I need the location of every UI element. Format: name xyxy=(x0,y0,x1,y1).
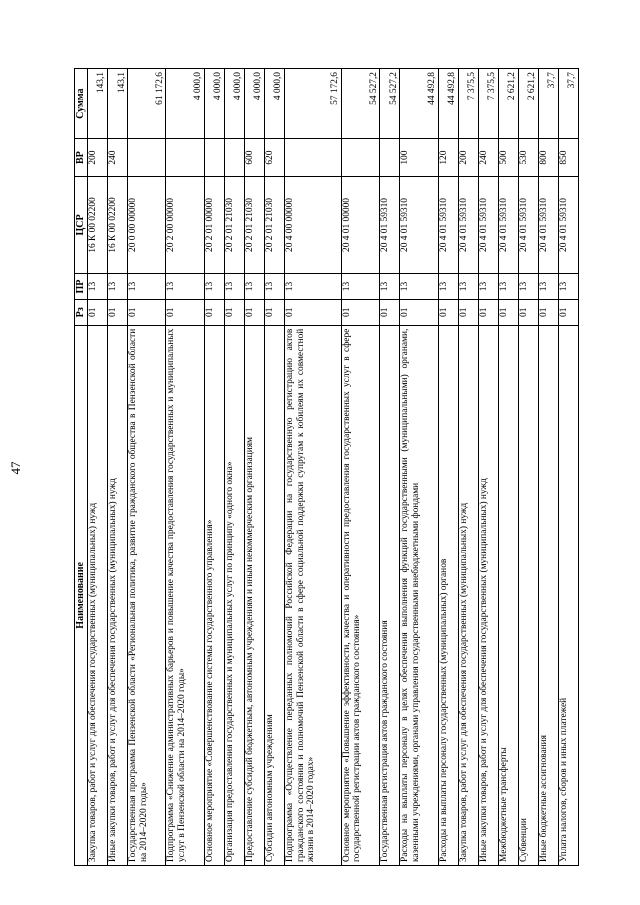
table-header-row xyxy=(75,69,88,866)
table-row xyxy=(380,69,400,866)
header-sum: Сумма xyxy=(75,69,88,139)
cell-rz: 01 xyxy=(341,299,379,325)
cell-pr: 13 xyxy=(558,274,578,300)
cell-csr: 20 4 01 00000 xyxy=(341,176,379,273)
cell-csr: 20 4 01 59310 xyxy=(400,176,438,273)
cell-csr: 16 К 00 02200 xyxy=(108,176,128,273)
table-row xyxy=(478,69,498,866)
budget-table xyxy=(74,68,579,866)
table-row xyxy=(458,69,478,866)
cell-rz: 01 xyxy=(558,299,578,325)
cell-csr: 20 4 01 59310 xyxy=(498,176,518,273)
cell-name: Подпрограмма «Осуществление переданных полномочий Российской Федерации на государственную регистрацию актов гражданского состояния и полномочий Пензенской области в сфере социальной поддержки супругам к юбилеям их совместной жизни в 2014–2020 годах» xyxy=(285,325,342,865)
cell-csr: 20 4 01 59310 xyxy=(380,176,400,273)
table-row xyxy=(438,69,458,866)
table-row xyxy=(558,69,578,866)
cell-rz: 01 xyxy=(244,299,264,325)
cell-name: Предоставление субсидий бюджетным, автономным учреждениям и иным некоммерческим организациям xyxy=(244,325,264,865)
cell-sum: 54 527,2 xyxy=(341,69,379,139)
cell-rz: 01 xyxy=(204,299,224,325)
budget-table-rotated xyxy=(74,68,579,866)
cell-csr: 20 4 01 59310 xyxy=(458,176,478,273)
cell-vr: 620 xyxy=(264,139,284,177)
cell-sum: 44 492,8 xyxy=(438,69,458,139)
table-row xyxy=(166,69,204,866)
cell-rz: 01 xyxy=(498,299,518,325)
cell-name: Расходы на выплаты персоналу государственных (муниципальных) органов xyxy=(438,325,458,865)
table-row xyxy=(204,69,224,866)
cell-csr: 20 4 01 59310 xyxy=(518,176,538,273)
table-row xyxy=(538,69,558,866)
cell-vr xyxy=(380,139,400,177)
cell-vr: 500 xyxy=(498,139,518,177)
cell-pr: 13 xyxy=(204,274,224,300)
header-pr: ПР xyxy=(75,274,88,300)
cell-name: Межбюджетные трансферты xyxy=(498,325,518,865)
cell-pr: 13 xyxy=(341,274,379,300)
cell-sum: 61 172,6 xyxy=(128,69,166,139)
cell-rz: 01 xyxy=(88,299,108,325)
table-row xyxy=(224,69,244,866)
cell-vr: 120 xyxy=(438,139,458,177)
table-row xyxy=(128,69,166,866)
page-number: 47 xyxy=(8,461,23,475)
cell-csr: 20 4 01 59310 xyxy=(538,176,558,273)
cell-vr: 800 xyxy=(538,139,558,177)
cell-csr: 20 4 01 59310 xyxy=(438,176,458,273)
cell-name: Субсидии автономным учреждениям xyxy=(264,325,284,865)
cell-vr: 530 xyxy=(518,139,538,177)
cell-csr: 20 4 00 00000 xyxy=(285,176,342,273)
cell-pr: 13 xyxy=(498,274,518,300)
cell-rz: 01 xyxy=(224,299,244,325)
cell-name: Иные бюджетные ассигнования xyxy=(538,325,558,865)
header-csr: ЦСР xyxy=(75,176,88,273)
cell-pr: 13 xyxy=(224,274,244,300)
table-row xyxy=(108,69,128,866)
cell-vr xyxy=(224,139,244,177)
budget-table-container xyxy=(74,68,579,866)
cell-sum: 143,1 xyxy=(88,69,108,139)
header-rz: Рз xyxy=(75,299,88,325)
cell-name: Подпрограмма «Снижение административных барьеров и повышение качества предоставления государственных и муниципальных услуг в Пензенской области на 2014–2020 годы» xyxy=(166,325,204,865)
cell-rz: 01 xyxy=(400,299,438,325)
cell-pr: 13 xyxy=(264,274,284,300)
cell-csr: 20 2 01 00000 xyxy=(204,176,224,273)
cell-name: Расходы на выплаты персоналу в целях обеспечения выполнения функций государственными (муниципальными) органами, казенными учреждениями, органами управления государственными внебюджетными фондами xyxy=(400,325,438,865)
cell-pr: 13 xyxy=(244,274,264,300)
cell-rz: 01 xyxy=(538,299,558,325)
cell-sum: 44 492,8 xyxy=(400,69,438,139)
cell-pr: 13 xyxy=(478,274,498,300)
cell-csr: 16 К 00 02200 xyxy=(88,176,108,273)
cell-sum: 4 000,0 xyxy=(224,69,244,139)
cell-pr: 13 xyxy=(458,274,478,300)
cell-vr: 240 xyxy=(108,139,128,177)
header-name: Наименование xyxy=(75,325,88,865)
cell-vr xyxy=(285,139,342,177)
cell-csr: 20 2 00 00000 xyxy=(166,176,204,273)
cell-name: Закупка товаров, работ и услуг для обеспечения государственных (муниципальных) нужд xyxy=(458,325,478,865)
cell-rz: 01 xyxy=(438,299,458,325)
cell-name: Государственная регистрация актов гражданского состояния xyxy=(380,325,400,865)
cell-pr: 13 xyxy=(380,274,400,300)
cell-vr: 100 xyxy=(400,139,438,177)
cell-sum: 143,1 xyxy=(108,69,128,139)
cell-vr: 600 xyxy=(244,139,264,177)
cell-pr: 13 xyxy=(128,274,166,300)
cell-vr: 850 xyxy=(558,139,578,177)
cell-csr: 20 2 01 21030 xyxy=(244,176,264,273)
cell-rz: 01 xyxy=(128,299,166,325)
cell-vr: 200 xyxy=(458,139,478,177)
cell-pr: 13 xyxy=(88,274,108,300)
cell-rz: 01 xyxy=(166,299,204,325)
cell-pr: 13 xyxy=(166,274,204,300)
table-row xyxy=(88,69,108,866)
header-vr: ВР xyxy=(75,139,88,177)
cell-sum: 4 000,0 xyxy=(204,69,224,139)
table-row xyxy=(400,69,438,866)
cell-vr xyxy=(128,139,166,177)
cell-csr: 20 2 01 21030 xyxy=(264,176,284,273)
table-row xyxy=(498,69,518,866)
cell-vr: 200 xyxy=(88,139,108,177)
cell-sum: 37,7 xyxy=(558,69,578,139)
cell-vr xyxy=(341,139,379,177)
cell-csr: 20 4 01 59310 xyxy=(558,176,578,273)
cell-sum: 37,7 xyxy=(538,69,558,139)
cell-name: Иные закупки товаров, работ и услуг для обеспечения государственных (муниципальных) нужд xyxy=(108,325,128,865)
cell-name: Уплата налогов, сборов и иных платежей xyxy=(558,325,578,865)
table-row xyxy=(285,69,342,866)
cell-vr: 240 xyxy=(478,139,498,177)
table-row xyxy=(264,69,284,866)
cell-rz: 01 xyxy=(264,299,284,325)
cell-pr: 13 xyxy=(438,274,458,300)
table-row xyxy=(518,69,538,866)
cell-csr: 20 4 01 59310 xyxy=(478,176,498,273)
cell-sum: 57 172,6 xyxy=(285,69,342,139)
cell-vr xyxy=(204,139,224,177)
cell-pr: 13 xyxy=(400,274,438,300)
cell-vr xyxy=(166,139,204,177)
cell-csr: 20 2 01 21030 xyxy=(224,176,244,273)
cell-sum: 2 621,2 xyxy=(518,69,538,139)
cell-sum: 7 375,5 xyxy=(458,69,478,139)
cell-name: Закупка товаров, работ и услуг для обеспечения государственных (муниципальных) нужд xyxy=(88,325,108,865)
cell-name: Основное мероприятие «Совершенствование системы государственного управления» xyxy=(204,325,224,865)
cell-sum: 54 527,2 xyxy=(380,69,400,139)
table-body xyxy=(88,69,579,866)
cell-rz: 01 xyxy=(380,299,400,325)
cell-name: Иные закупки товаров, работ и услуг для обеспечения государственных (муниципальных) нужд xyxy=(478,325,498,865)
cell-name: Основное мероприятие «Повышение эффективности, качества и оперативности предоставления государственных услуг в сфере государственной регистрации актов гражданского состояния» xyxy=(341,325,379,865)
cell-rz: 01 xyxy=(518,299,538,325)
cell-pr: 13 xyxy=(538,274,558,300)
cell-pr: 13 xyxy=(285,274,342,300)
table-row xyxy=(244,69,264,866)
table-row xyxy=(341,69,379,866)
cell-rz: 01 xyxy=(285,299,342,325)
cell-rz: 01 xyxy=(108,299,128,325)
cell-pr: 13 xyxy=(518,274,538,300)
cell-sum: 4 000,0 xyxy=(166,69,204,139)
cell-sum: 7 375,5 xyxy=(478,69,498,139)
cell-pr: 13 xyxy=(108,274,128,300)
cell-sum: 4 000,0 xyxy=(244,69,264,139)
cell-name: Субвенции xyxy=(518,325,538,865)
cell-name: Организация предоставления государственных и муниципальных услуг по принципу «одного окна» xyxy=(224,325,244,865)
cell-sum: 2 621,2 xyxy=(498,69,518,139)
cell-csr: 20 0 00 00000 xyxy=(128,176,166,273)
cell-name: Государственная программа Пензенской области «Региональная политика, развитие гражданского общества в Пензенской области на 2014–2020 годы» xyxy=(128,325,166,865)
cell-rz: 01 xyxy=(478,299,498,325)
cell-rz: 01 xyxy=(458,299,478,325)
cell-sum: 4 000,0 xyxy=(264,69,284,139)
